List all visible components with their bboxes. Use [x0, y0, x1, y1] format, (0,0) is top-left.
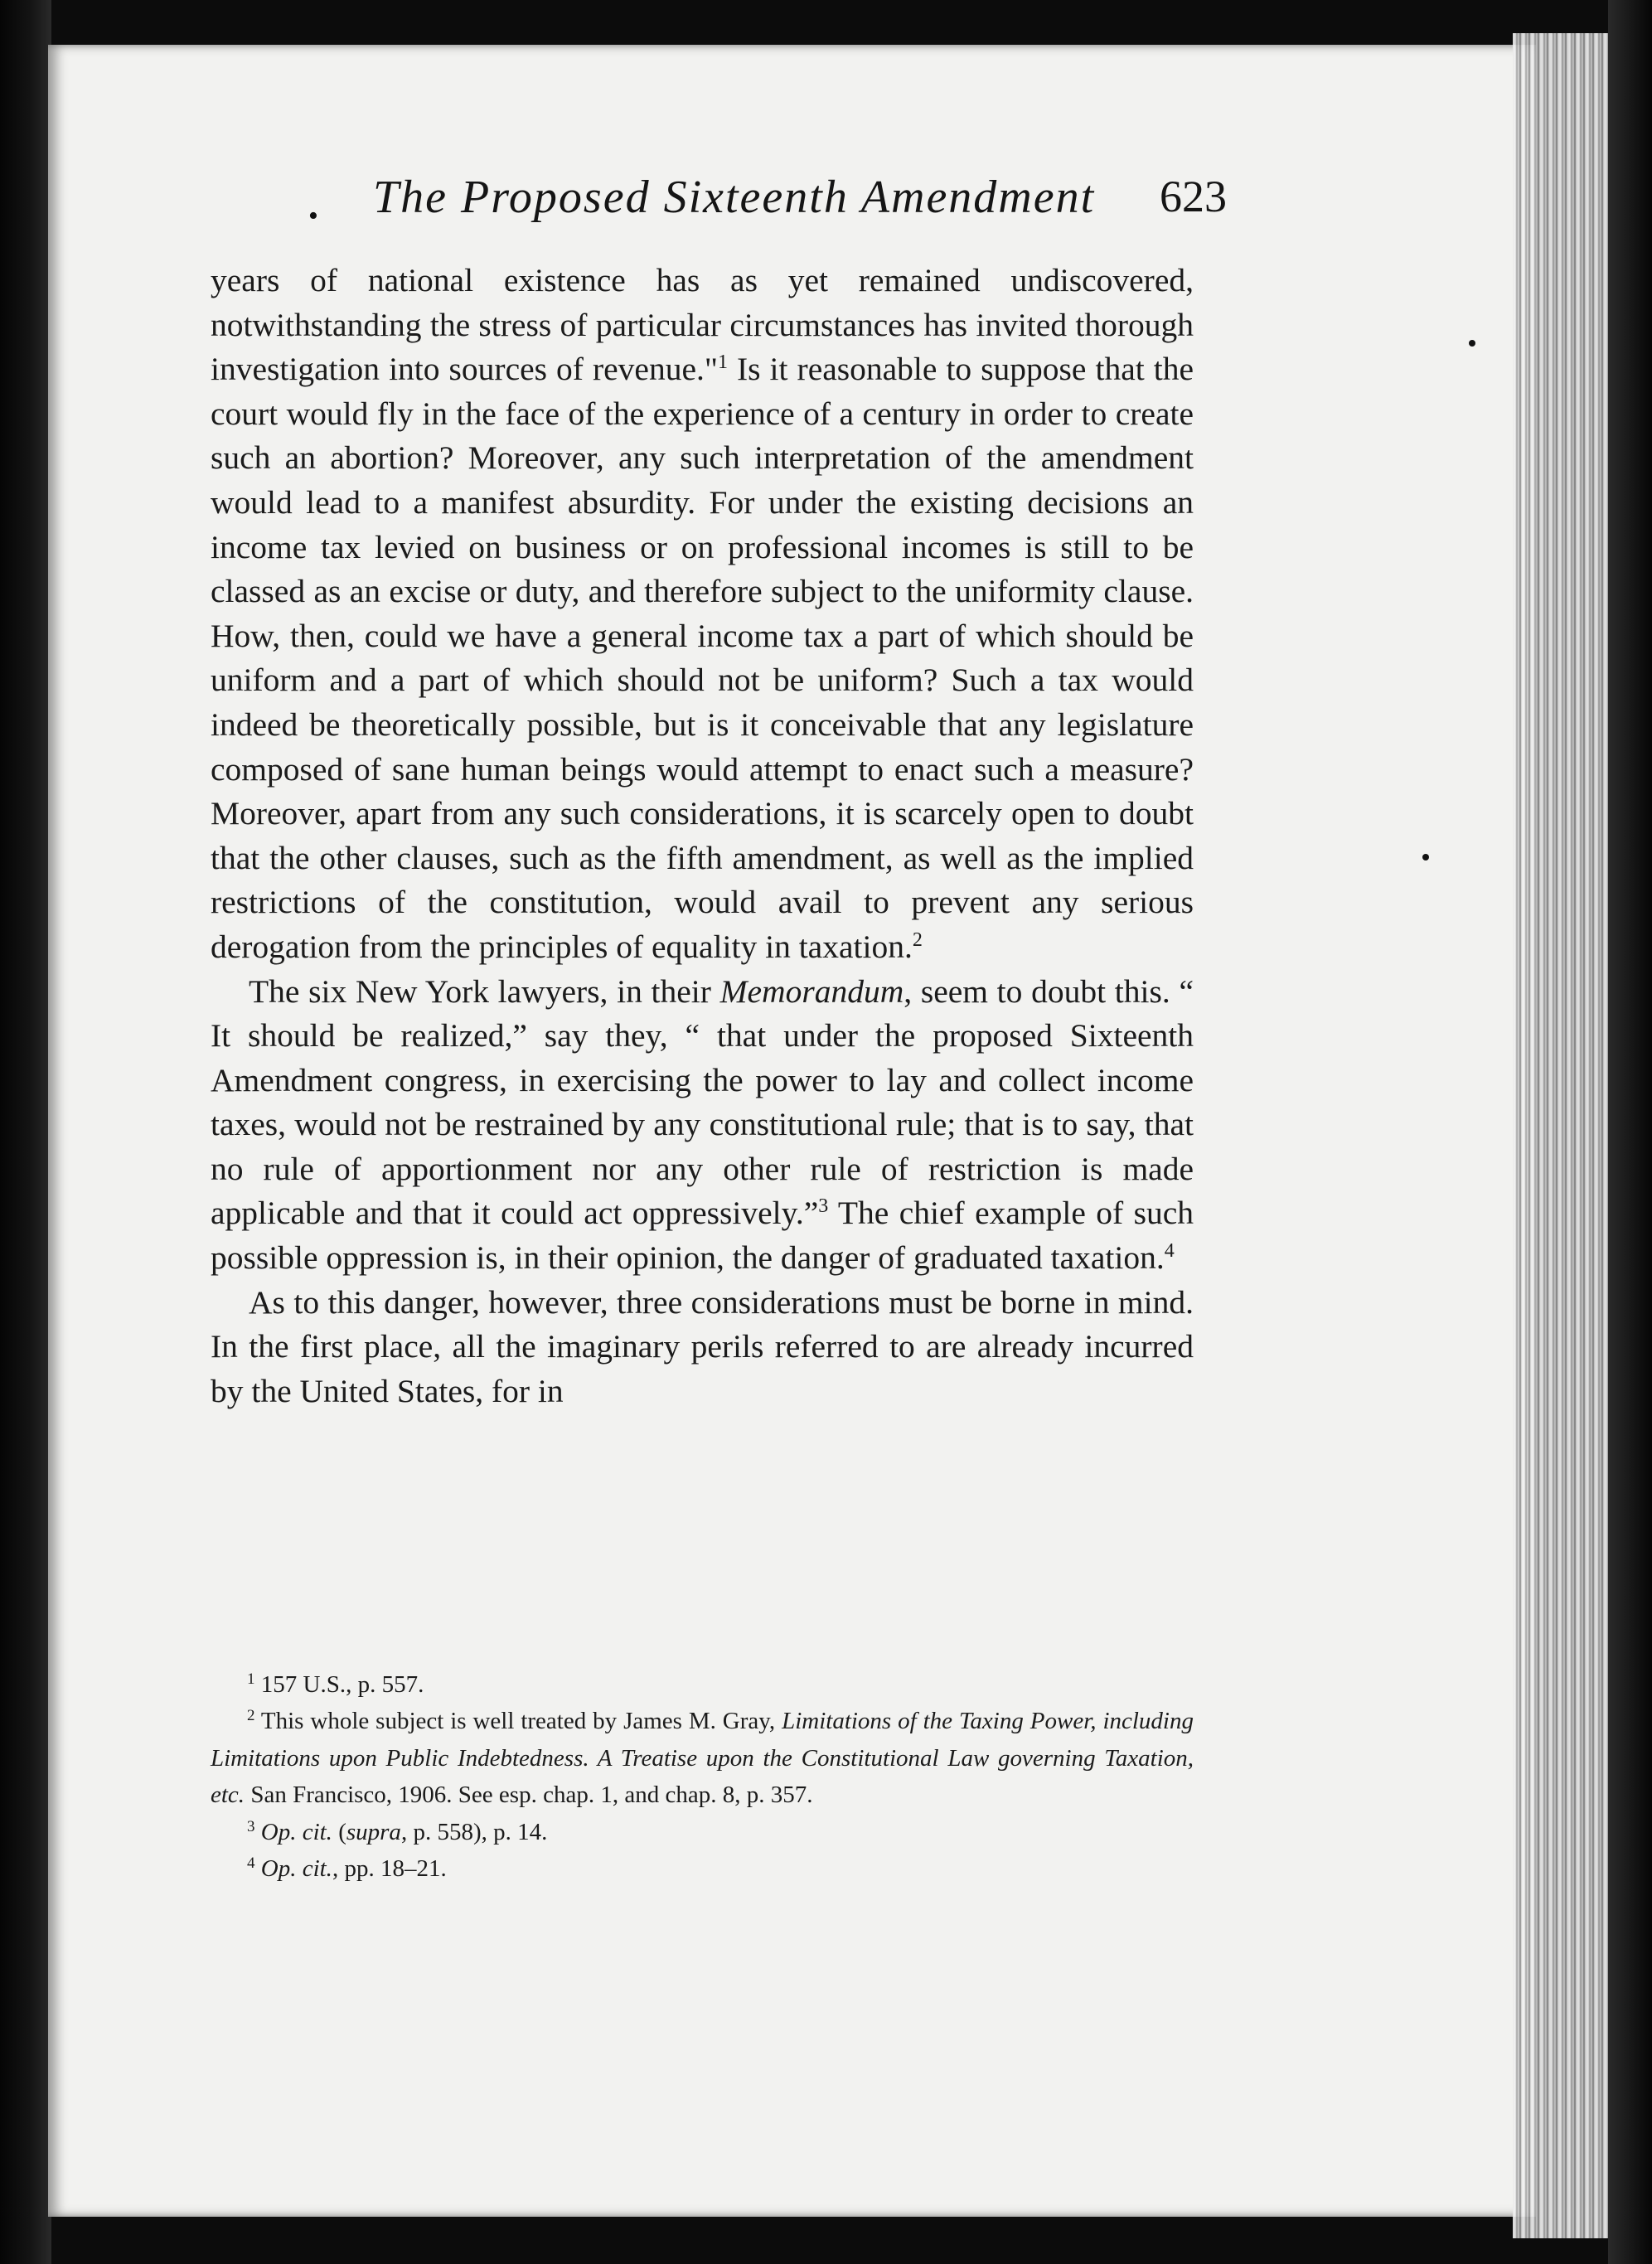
footnote-ref: 3	[818, 1195, 829, 1218]
paragraph-text: The chief example of such possible oppression is, in their opinion, the danger of graduated taxation.	[211, 1195, 1194, 1277]
footnote-1	[211, 1666, 1194, 1703]
footnote-italic: Op. cit.	[260, 1855, 332, 1883]
footnote-text	[255, 1855, 261, 1882]
scan-speck	[1422, 854, 1429, 861]
footnote-italic: supra	[346, 1818, 401, 1845]
footnote-4	[211, 1850, 1194, 1887]
running-title: The Proposed Sixteenth Amendment	[373, 172, 1096, 223]
footnote-citation-title: Limitations of the Taxing Power, including Limitations upon Public Indebtedness. A Treatise upon the Constitutional Law governing Taxation, etc.	[211, 1708, 1194, 1809]
footnote-3	[211, 1814, 1194, 1850]
scan-left-edge	[0, 0, 51, 2264]
scan-right-edge	[1608, 0, 1652, 2264]
footnote-italic: Op. cit.	[260, 1818, 332, 1845]
paragraph-text: Is it reasonable to suppose that the court would fly in the face of the experience of a century in order to create such an abortion? Moreover, any such interpretation of the amendment would lead to a manifest absurdity. For under the existing decisions an income tax levied on business or on professional incomes is still to be classed as an excise or duty, and therefore subject to the uniformity clause. How, then, could we have a general income tax a part of which should be uniform and a part of which should not be uniform? Such a tax would indeed be theoretically possible, but is it conceivable that any legislature composed of sane human beings would attempt to enact such a measure? Moreover, apart from any such considerations, it is scarcely open to doubt that the other clauses, such as the fifth amendment, as well as the implied restrictions of the constitution, would avail to prevent any serious derogation from the principles of equality in taxation.	[211, 351, 1194, 965]
footnote-text: , pp. 18–21.	[332, 1855, 447, 1883]
footnote-text	[255, 1819, 261, 1845]
header-bullet: •	[308, 201, 318, 231]
footnote-text: San Francisco, 1906. See esp. chap. 1, and chap. 8, p. 357.	[245, 1782, 813, 1809]
footnotes	[211, 1666, 1194, 1887]
body-text	[211, 259, 1194, 1413]
footnote-mark: 2	[247, 1707, 255, 1725]
footnote-text: (	[332, 1818, 346, 1845]
paragraph-text: As to this danger, however, three considerations must be borne in mind. In the first place, all the imaginary perils referred to are already incurred by the United States, for in	[211, 1283, 1194, 1409]
footnote-mark: 4	[247, 1854, 255, 1873]
footnote-text: This whole subject is well treated by James M. Gray,	[254, 1708, 782, 1735]
footnote-mark: 3	[247, 1817, 255, 1835]
running-header	[298, 164, 1227, 239]
paragraph-text: years of national existence has as yet remained undiscovered, notwithstanding the stress of particular circumstances has invited thorough investigation into sources of revenue."	[211, 262, 1194, 388]
italic-title: Memorandum	[719, 972, 904, 1010]
footnote-text: , p. 558), p. 14.	[400, 1818, 548, 1845]
paragraph-text: , seem to doubt this. “ It should be realized,” say they, “ that under the proposed Sixteenth Amendment congress, in exercising the power to lay and collect income taxes, would not be restrained by any constitutional rule; that is to say, that no rule of apportionment nor any other rule of restriction is made applicable and that it could act oppressively.”	[211, 972, 1194, 1232]
footnote-ref: 2	[912, 928, 923, 951]
footnote-mark: 1	[247, 1670, 255, 1688]
paragraph-1	[211, 259, 1194, 970]
footnote-2	[211, 1703, 1194, 1813]
footnote-ref: 4	[1164, 1240, 1175, 1263]
book-fore-edges	[1513, 33, 1612, 2238]
paragraph-2	[211, 970, 1194, 1281]
scan-speck	[1469, 340, 1475, 347]
page-number: 623	[1160, 172, 1227, 221]
paragraph-3	[211, 1281, 1194, 1414]
footnote-ref: 1	[717, 351, 728, 374]
footnote-text: 157 U.S., p. 557.	[254, 1671, 424, 1698]
paragraph-text: The six New York lawyers, in their	[249, 972, 720, 1010]
